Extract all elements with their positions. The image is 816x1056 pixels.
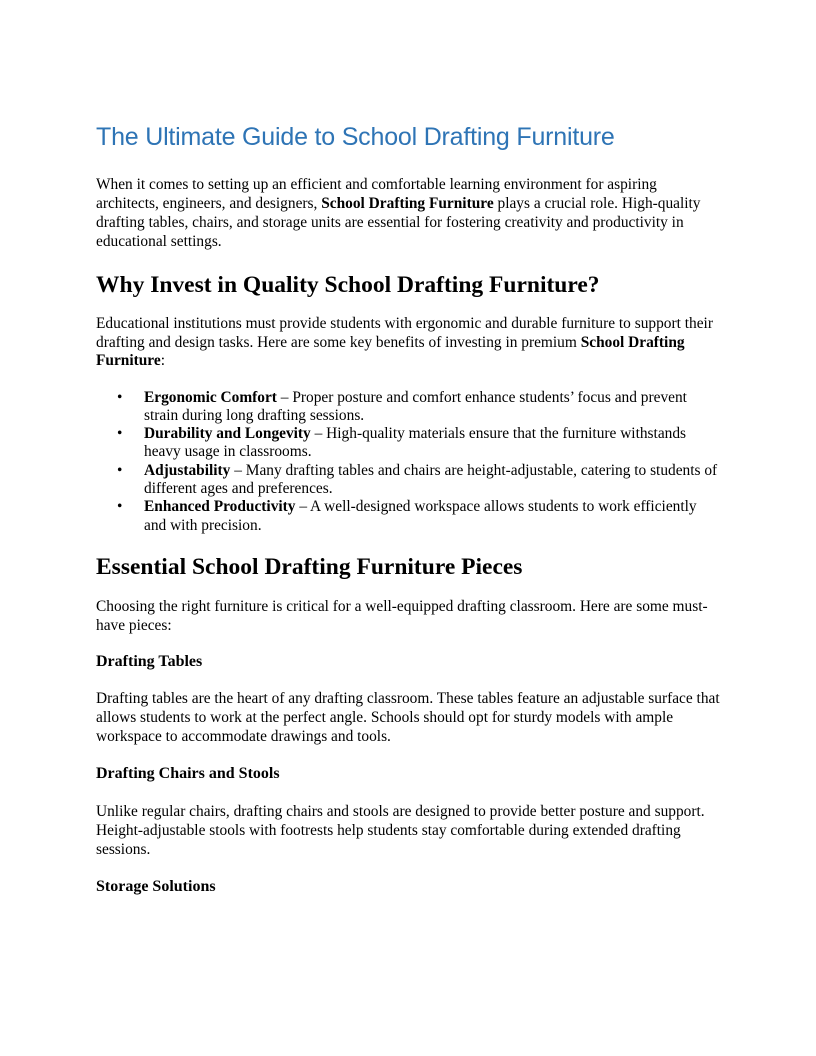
- document-title: The Ultimate Guide to School Drafting Furniture: [96, 123, 615, 151]
- intro-paragraph: When it comes to setting up an efficient and comfortable learning environment for aspiring architects, engineers, and designers, School Drafting Furniture plays a crucial role. High-quality drafting tables, chairs, and storage units are essential for fostering creativity and productivity in educational settings.: [96, 176, 701, 250]
- subheading-drafting-tables: Drafting Tables: [96, 652, 203, 670]
- list-item: • Enhanced Productivity – A well-designed workspace allows students to work efficiently and with precision.: [117, 498, 697, 534]
- subheading-drafting-chairs: Drafting Chairs and Stools: [96, 764, 280, 782]
- bullet-icon: •: [117, 388, 123, 406]
- subheading-storage-solutions: Storage Solutions: [96, 877, 216, 895]
- section-heading-why-invest: Why Invest in Quality School Drafting Furniture?: [96, 272, 600, 298]
- why-invest-paragraph: Educational institutions must provide students with ergonomic and durable furniture to support their drafting and design tasks. Here are some key benefits of investing in premium School Drafting Furniture:: [96, 315, 713, 369]
- bullet-icon: •: [117, 461, 123, 479]
- why-invest-bold-term: School Drafting Furniture: [96, 333, 685, 369]
- section-heading-essential-pieces: Essential School Drafting Furniture Pieces: [96, 553, 523, 580]
- bullet-icon: •: [117, 425, 123, 443]
- drafting-tables-paragraph: Drafting tables are the heart of any drafting classroom. These tables feature an adjustable surface that allows students to work at the perfect angle. Schools should opt for sturdy models with ample workspace to accommodate drawings and tools.: [96, 689, 720, 745]
- benefits-list: [96, 389, 720, 535]
- list-item: • Durability and Longevity – High-quality materials ensure that the furniture withstands heavy usage in classrooms.: [117, 425, 687, 461]
- document-page: [96, 120, 720, 898]
- list-item: • Adjustability – Many drafting tables and chairs are height-adjustable, catering to students of different ages and preferences.: [117, 461, 718, 497]
- bullet-icon: •: [117, 498, 123, 516]
- essential-pieces-paragraph: Choosing the right furniture is critical for a well-equipped drafting classroom. Here are some must-have pieces:: [96, 597, 708, 634]
- drafting-chairs-paragraph: Unlike regular chairs, drafting chairs and stools are designed to provide better posture and support. Height-adjustable stools with footrests help students stay comfortable during extended drafting sessions.: [96, 802, 705, 858]
- list-item: • Ergonomic Comfort – Proper posture and comfort enhance students’ focus and prevent strain during long drafting sessions.: [117, 388, 687, 424]
- intro-bold-term: School Drafting Furniture: [321, 195, 494, 212]
